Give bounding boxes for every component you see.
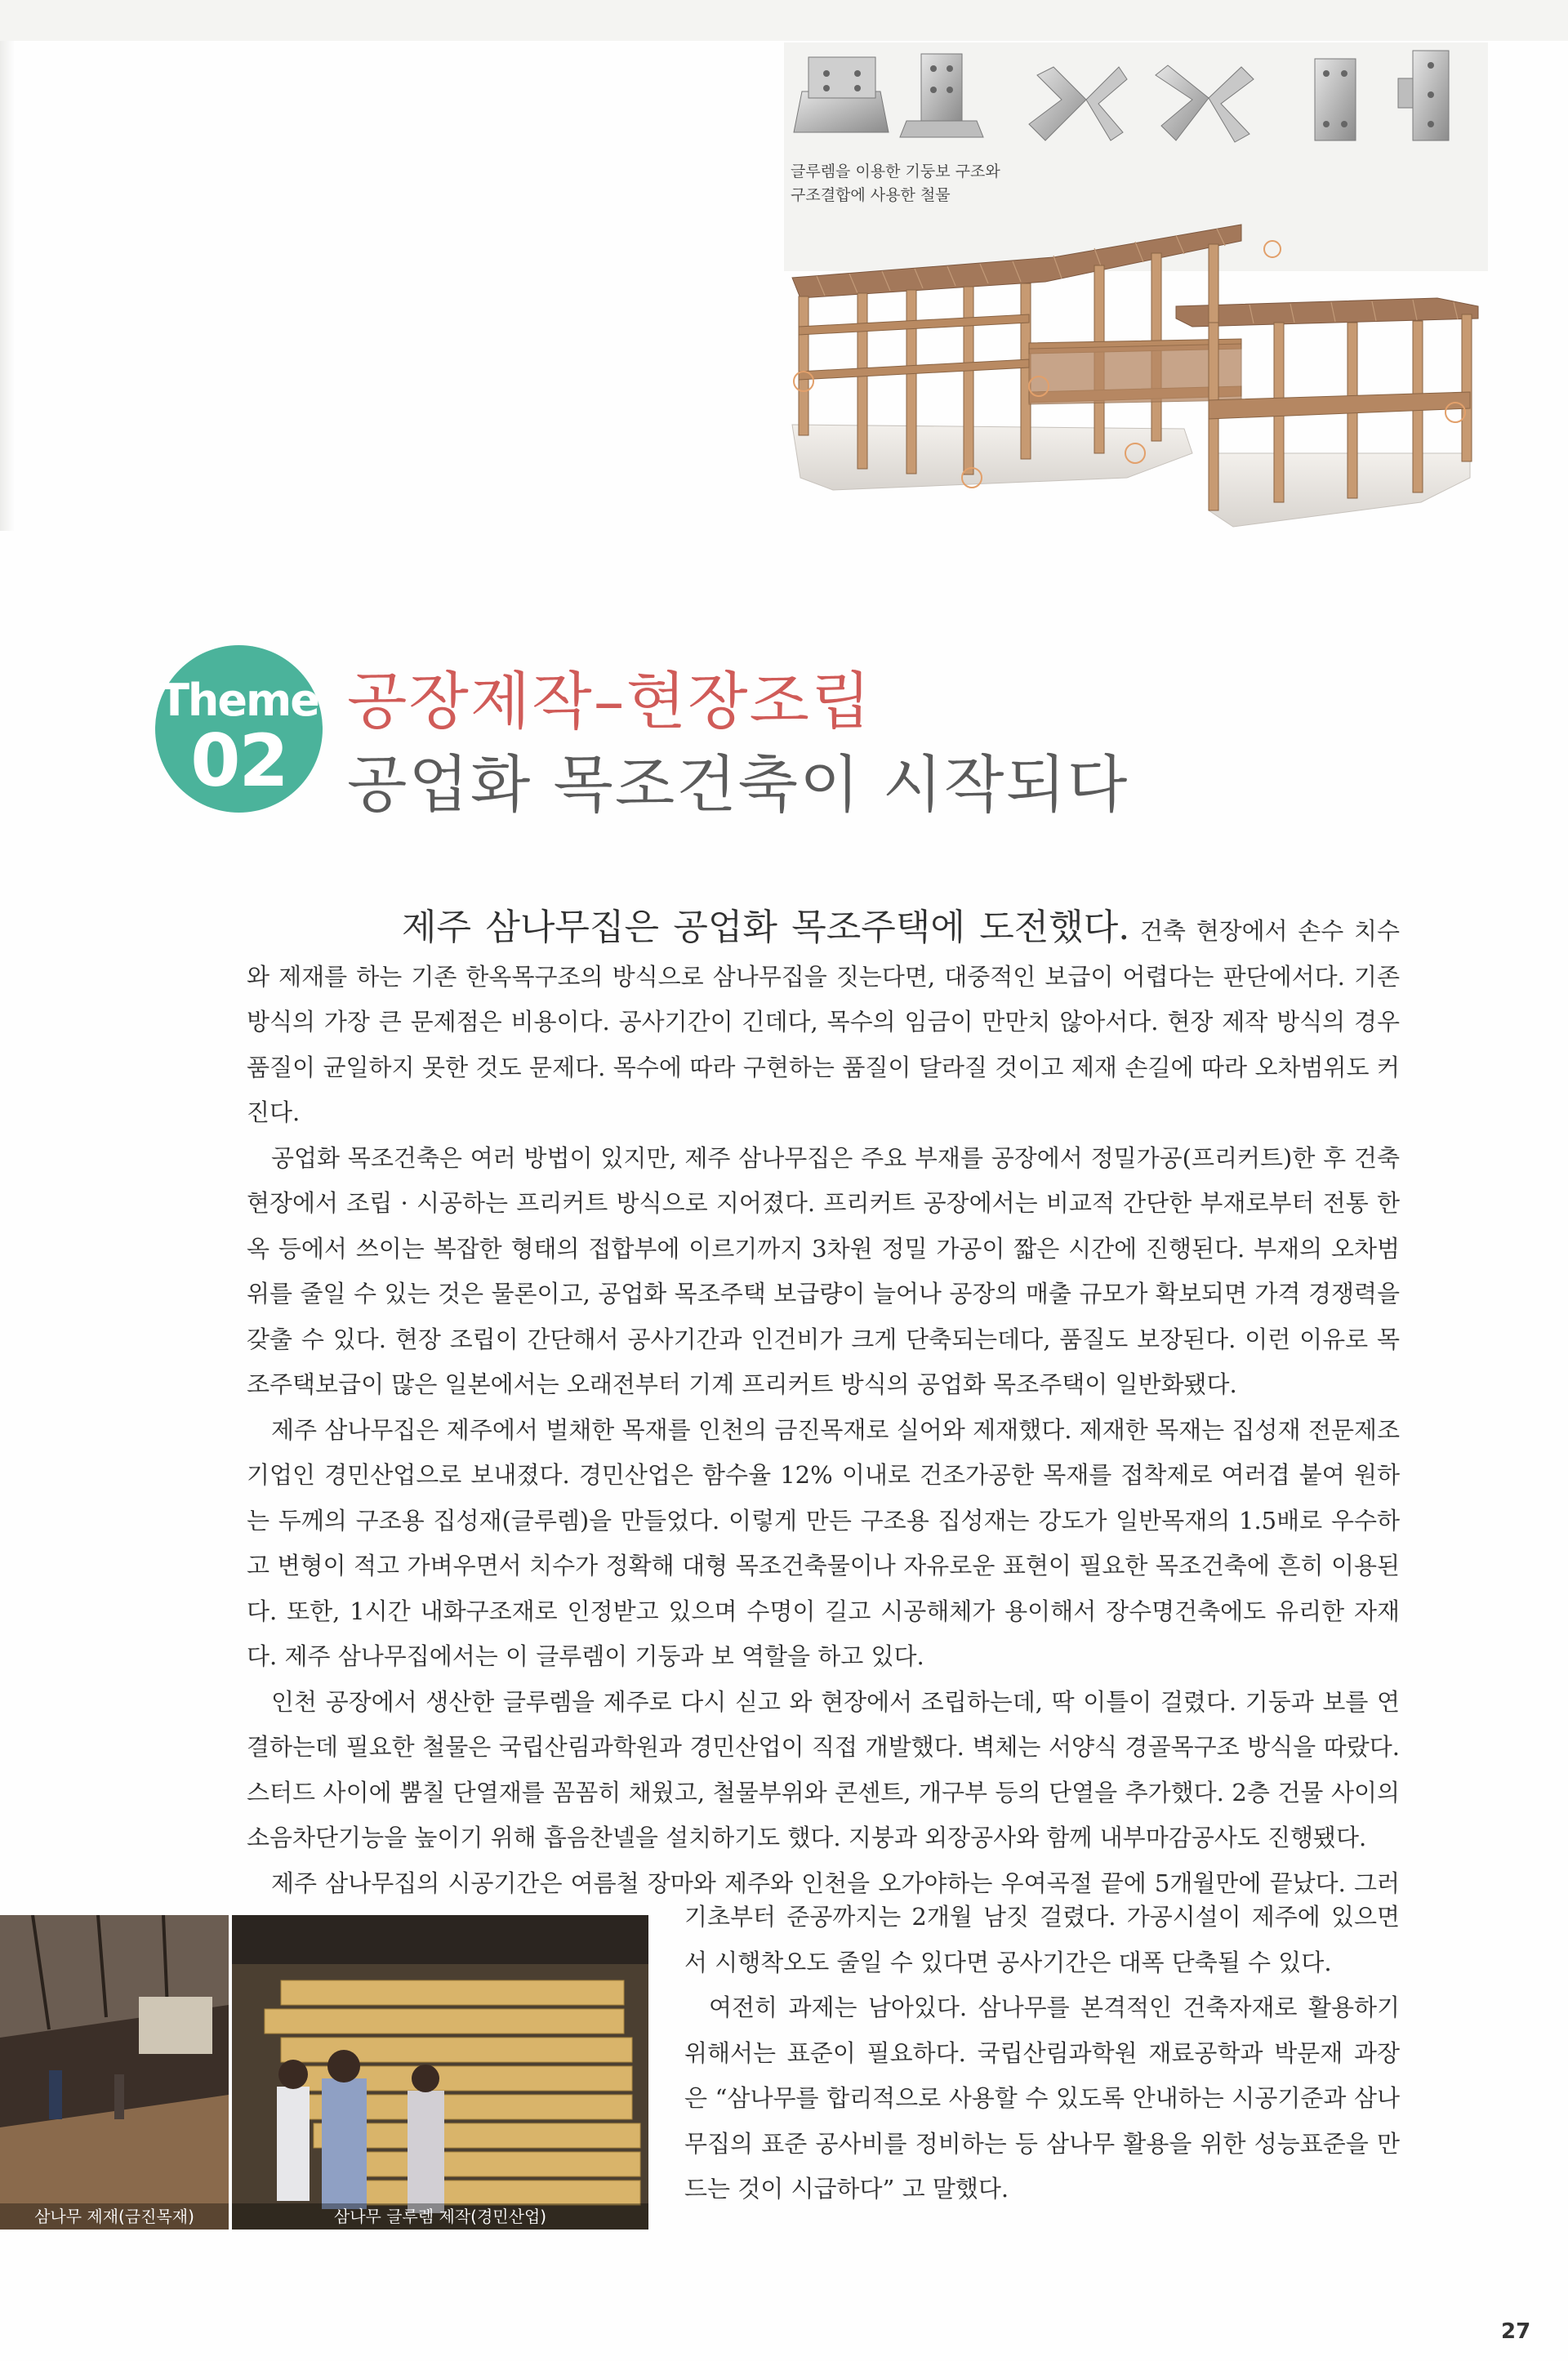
page-edge-shadow [0, 41, 15, 531]
lead-sentence: 제주 삼나무집은 공업화 목조주택에 도전했다. [402, 907, 1130, 948]
caption-line-2: 구조결합에 사용한 철물 [791, 186, 951, 204]
top-strip [0, 0, 1568, 41]
theme-badge [155, 645, 323, 813]
paragraph-5-start: 제주 삼나무집의 시공기간은 여름철 장마와 제주와 인천을 오가야하는 우여곡절 끝에 5개월만에 끝났다. 그러 [271, 1869, 1400, 1897]
paragraph-4: 인천 공장에서 생산한 글루렘을 제주로 다시 싣고 와 현장에서 조립하는데, 딱 이틀이 걸렸다. 기둥과 보를 연결하는데 필요한 철물은 국립산림과학원과 경민산업이 직접 개발했다. 벽체는 서양식 경골목구조 방식을 따랐다. 스터드 사이에 뿜칠 단열재를 꼼꼼히 채웠고, 철물부위와 콘센트, 개구부 등의 단열을 추가했다. 2층 건물 사이의 소음차단기능을 높이기 위해 흡음찬넬을 설치하기도 했다. 지붕과 외장공사와 함께 내부마감공사도 진행됐다. [247, 1687, 1400, 1851]
article-body-narrow [684, 1895, 1400, 2212]
photo-glulam-caption: 삼나무 글루렘 제작(경민산업) [232, 2203, 648, 2230]
paragraph-1 [247, 905, 1400, 1136]
photo-sawmill-caption: 삼나무 제재(금진목재) [0, 2203, 229, 2230]
paragraph-5-rest: 기초부터 준공까지는 2개월 남짓 걸렸다. 가공시설이 제주에 있으면서 시행착오도 줄일 수 있다면 공사기간은 대폭 단축될 수 있다. [684, 1903, 1400, 1976]
photo-glulam [232, 1915, 648, 2230]
bracket-icon-2 [900, 54, 983, 137]
paragraph-3: 제주 삼나무집은 제주에서 벌채한 목재를 인천의 금진목재로 실어와 제재했다. 제재한 목재는 집성재 전문제조 기업인 경민산업으로 보내졌다. 경민산업은 함수율 12% 이내로 건조가공한 목재를 접착제로 여러겹 붙여 원하는 두께의 구조용 집성재(글루렘)을 만들었다. 이렇게 만든 구조용 집성재는 강도가 일반목재의 1.5배로 우수하고 변형이 적고 가벼우면서 치수가 정확해 대형 목조건축물이나 자유로운 표현이 필요한 목조건축에 흔히 이용된다. 또한, 1시간 내화구조재로 인정받고 있으며 수명이 길고 시공해체가 용이해서 장수명건축에도 유리한 자재다. 제주 삼나무집에서는 이 글루렘이 기둥과 보 역할을 하고 있다. [247, 1415, 1400, 1670]
bracket-icon-1 [794, 57, 889, 132]
plate-icon-1 [1315, 59, 1356, 140]
glulam-photo-image [232, 1915, 648, 2230]
article-body [247, 905, 1400, 1952]
glulam-frame-illustration [784, 208, 1494, 535]
photo-sawmill [0, 1915, 229, 2230]
connector-hardware-illustration [784, 42, 1488, 157]
hardware-caption [791, 160, 1085, 207]
cross-connector-icon-2 [1156, 65, 1254, 142]
paragraph-6: 여전히 과제는 남아있다. 삼나무를 본격적인 건축자재로 활용하기 위해서는 표준이 필요하다. 국립산림과학원 재료공학과 박문재 과장은 “삼나무를 합리적으로 사용할 수 있도록 안내하는 시공기준과 삼나무집의 표준 공사비를 정비하는 등 삼나무 활용을 위한 성능표준을 만드는 것이 시급하다” 고 말했다. [684, 1993, 1400, 2203]
caption-line-1: 글루렘을 이용한 기둥보 구조와 [791, 163, 1000, 180]
page-number: 27 [1501, 2319, 1531, 2344]
paragraph-2: 공업화 목조건축은 여러 방법이 있지만, 제주 삼나무집은 주요 부재를 공장에서 정밀가공(프리커트)한 후 건축현장에서 조립 · 시공하는 프리커트 방식으로 지어졌다. 프리커트 공장에서는 비교적 간단한 부재로부터 전통 한옥 등에서 쓰이는 복잡한 형태의 접합부에 이르기까지 3차원 정밀 가공이 짧은 시간에 진행된다. 부재의 오차범위를 줄일 수 있는 것은 물론이고, 공업화 목조주택 보급량이 늘어나 공장의 매출 규모가 확보되면 가격 경쟁력을 갖출 수 있다. 현장 조립이 간단해서 공사기간과 인건비가 크게 단축되는데다, 품질도 보장된다. 이런 이유로 목조주택보급이 많은 일본에서는 오래전부터 기계 프리커트 방식의 공업화 목조주택이 일반화됐다. [247, 1143, 1400, 1398]
theme-number: 02 [190, 719, 287, 803]
plate-icon-2 [1398, 51, 1449, 140]
theme-label: Theme [159, 675, 318, 726]
title-line-1: 공장제작–현장조립 [347, 665, 873, 737]
paragraph-1-text: 건축 현장에서 손수 치수와 제재를 하는 기존 한옥목구조의 방식으로 삼나무집을 짓는다면, 대중적인 보급이 어렵다는 판단에서다. 기존 방식의 가장 큰 문제점은 비용이다. 공사기간이 긴데다, 목수의 임금이 만만치 않아서다. 현장 제작 방식의 경우 품질이 균일하지 못한 것도 문제다. 목수에 따라 구현하는 품질이 달라질 것이고 제재 손길에 따라 오차범위도 커진다. [247, 917, 1400, 1126]
sawmill-photo-image [0, 1915, 229, 2230]
title-line-2: 공업화 목조건축이 시작되다 [347, 748, 1129, 821]
cross-connector-icon-1 [1029, 67, 1127, 140]
